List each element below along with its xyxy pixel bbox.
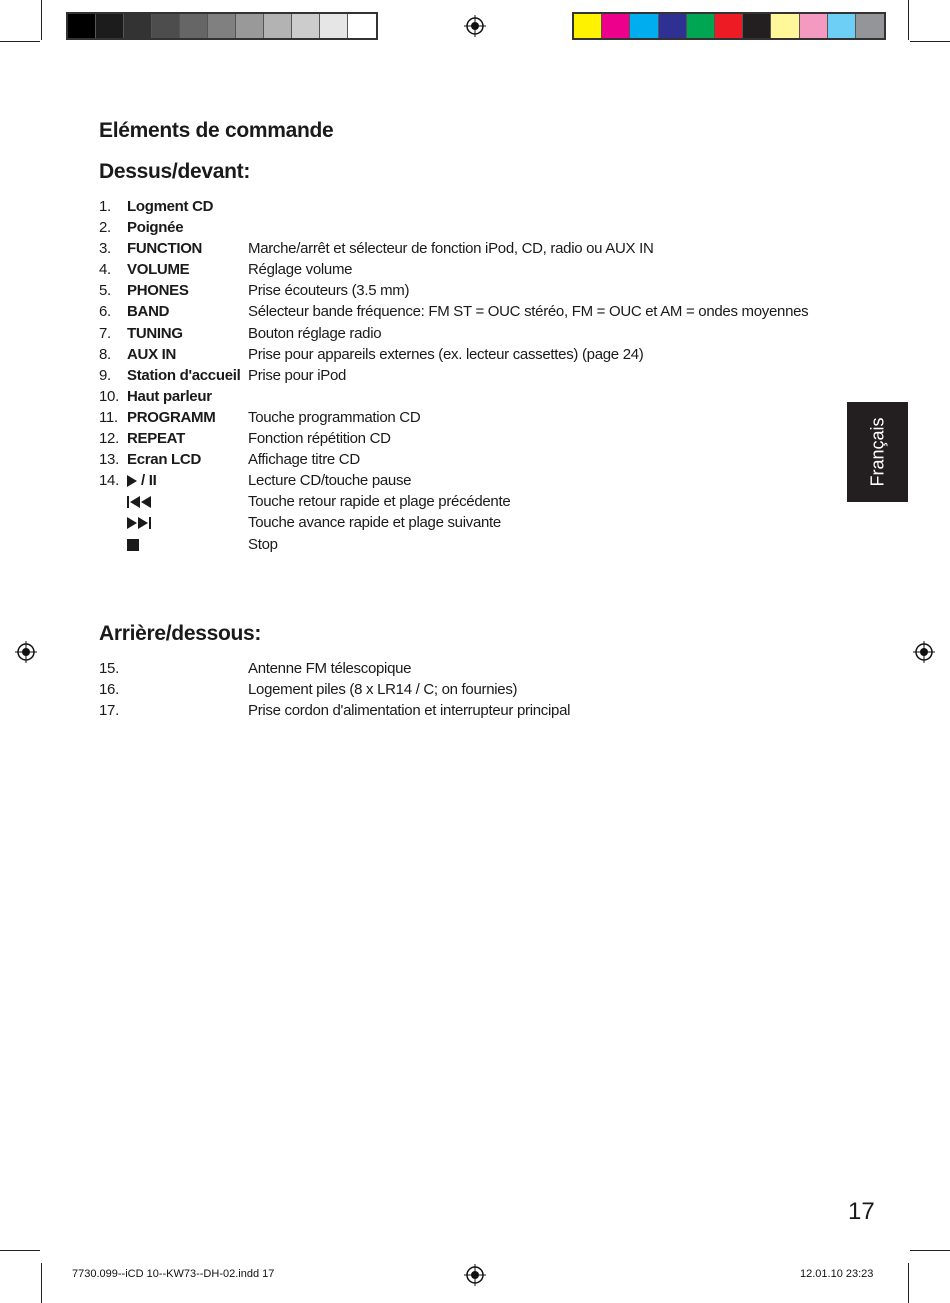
section-heading-front: Dessus/devant: — [99, 160, 251, 183]
print-footer-file: 7730.099--iCD 10--KW73--DH-02.indd 17 — [72, 1268, 275, 1280]
color-swatch — [264, 14, 292, 38]
item-number: 15. — [99, 660, 119, 677]
item-description: Prise pour iPod — [248, 366, 347, 384]
play-icon — [127, 475, 137, 487]
color-swatch — [743, 14, 771, 38]
color-swatch — [96, 14, 124, 38]
color-swatch — [180, 14, 208, 38]
item-label — [127, 196, 213, 217]
item-label-text: BAND — [127, 303, 170, 321]
crop-mark — [0, 1250, 40, 1251]
item-description: Sélecteur bande fréquence: FM ST = OUC stéréo, FM = OUC et AM = ondes moyennes — [248, 303, 809, 321]
item-number: 4. — [99, 261, 111, 279]
color-swatch — [856, 14, 884, 38]
item-description: Stop — [248, 535, 278, 553]
previous-track-icon — [127, 496, 151, 508]
item-description: Marche/arrêt et sélecteur de fonction iPod, CD, radio ou AUX IN — [248, 240, 654, 258]
color-swatch — [630, 14, 658, 38]
language-tab-label: Français — [867, 417, 887, 487]
page-title: Eléments de commande — [99, 119, 334, 142]
item-label-text: AUX IN — [127, 345, 177, 363]
item-label-text: VOLUME — [127, 261, 190, 279]
item-label-text: Station d'accueil — [127, 366, 241, 384]
item-label — [127, 238, 202, 259]
gray-scale-bar — [66, 12, 378, 40]
item-label-text: Ecran LCD — [127, 451, 201, 469]
registration-mark-icon — [913, 641, 935, 663]
item-description: Touche avance rapide et plage suivante — [248, 514, 501, 532]
color-swatch — [208, 14, 236, 38]
section-heading-back: Arrière/dessous: — [99, 622, 262, 645]
item-label-text: REPEAT — [127, 430, 185, 448]
item-number: 9. — [99, 366, 111, 384]
item-description: Antenne FM télescopique — [248, 660, 412, 677]
item-label — [127, 534, 139, 555]
color-swatch — [152, 14, 180, 38]
color-swatch — [236, 14, 264, 38]
item-label — [127, 449, 201, 470]
color-swatch — [124, 14, 152, 38]
registration-mark-icon — [464, 15, 486, 37]
item-label — [127, 217, 183, 238]
color-swatch — [800, 14, 828, 38]
item-label — [127, 344, 176, 365]
color-swatch — [574, 14, 602, 38]
item-number: 1. — [99, 198, 111, 215]
item-label — [127, 259, 189, 280]
color-calibration-bar — [572, 12, 886, 40]
item-description: Lecture CD/touche pause — [248, 472, 412, 490]
item-number: 2. — [99, 219, 111, 237]
item-label — [127, 365, 241, 386]
item-label-text: Poignée — [127, 219, 184, 237]
item-label-text: Logment CD — [127, 198, 214, 215]
item-label — [127, 301, 169, 322]
item-number: 7. — [99, 324, 111, 342]
item-description: Logement piles (8 x LR14 / C; on fournies) — [248, 681, 518, 699]
color-swatch — [68, 14, 96, 38]
crop-mark — [908, 0, 909, 40]
color-swatch — [828, 14, 856, 38]
item-description: Fonction répétition CD — [248, 430, 391, 448]
item-number: 6. — [99, 303, 111, 321]
item-description: Touche programmation CD — [248, 408, 421, 426]
item-description: Affichage titre CD — [248, 451, 360, 469]
item-label-text: Haut parleur — [127, 387, 212, 405]
item-number: 8. — [99, 345, 111, 363]
item-label-text: FUNCTION — [127, 240, 203, 258]
item-description: Touche retour rapide et plage précédente — [248, 493, 511, 511]
color-swatch — [348, 14, 376, 38]
item-number: 12. — [99, 430, 119, 448]
color-swatch — [715, 14, 743, 38]
item-description: Bouton réglage radio — [248, 324, 382, 342]
item-label-text: TUNING — [127, 324, 183, 342]
crop-mark — [910, 1250, 950, 1251]
item-label-text: / II — [141, 472, 157, 490]
item-label-text: PHONES — [127, 282, 189, 300]
registration-mark-icon — [15, 641, 37, 663]
color-swatch — [771, 14, 799, 38]
page-number: 17 — [848, 1198, 875, 1225]
print-footer-date: 12.01.10 23:23 — [800, 1268, 874, 1280]
stop-icon — [127, 539, 139, 551]
item-number: 13. — [99, 451, 119, 469]
registration-mark-icon — [464, 1264, 486, 1286]
item-label-text: PROGRAMM — [127, 408, 216, 426]
crop-mark — [908, 1263, 909, 1303]
item-label — [127, 470, 156, 491]
item-number: 17. — [99, 702, 119, 720]
language-tab — [847, 402, 908, 502]
color-swatch — [292, 14, 320, 38]
next-track-icon — [127, 517, 151, 529]
item-number: 3. — [99, 240, 111, 258]
item-number: 11. — [99, 408, 118, 426]
item-label — [127, 407, 215, 428]
color-swatch — [687, 14, 715, 38]
item-label — [127, 386, 212, 407]
color-swatch — [659, 14, 687, 38]
crop-mark — [0, 41, 40, 42]
item-label — [127, 428, 185, 449]
item-label — [127, 512, 151, 533]
item-number: 16. — [99, 681, 119, 699]
item-number: 10. — [99, 387, 119, 405]
item-description: Prise cordon d'alimentation et interrupteur principal — [248, 702, 571, 720]
crop-mark — [41, 0, 42, 40]
item-description: Prise écouteurs (3.5 mm) — [248, 282, 410, 300]
item-label — [127, 323, 183, 344]
item-number: 5. — [99, 282, 111, 300]
color-swatch — [602, 14, 630, 38]
color-swatch — [320, 14, 348, 38]
item-number: 14. — [99, 472, 119, 490]
crop-mark — [41, 1263, 42, 1303]
item-description: Prise pour appareils externes (ex. lecteur cassettes) (page 24) — [248, 345, 644, 363]
item-label — [127, 280, 189, 301]
item-description: Réglage volume — [248, 261, 353, 279]
item-label — [127, 491, 151, 512]
crop-mark — [910, 41, 950, 42]
